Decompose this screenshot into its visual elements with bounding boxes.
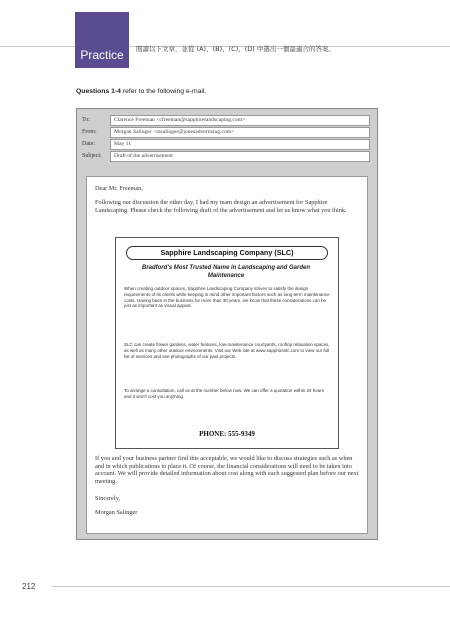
subject-value: Draft of the advertisement (110, 151, 370, 162)
advertisement-draft (115, 237, 339, 449)
ad-subtitle: Bradford's Most Trusted Name in Landscaping and Garden Maintenance (141, 265, 310, 279)
ad-title: Sapphire Landscaping Company (SLC) (126, 246, 328, 260)
question-range: Questions 1-4 (76, 88, 121, 95)
signoff: Sincerely, (95, 495, 120, 502)
ad-phone: PHONE: 555-9349 (199, 430, 255, 438)
email-to-row (82, 115, 370, 126)
signature: Morgan Salinger (95, 509, 138, 516)
subject-label: Subject: (82, 153, 102, 159)
email-date-row (82, 139, 370, 150)
ad-paragraph-2: SLC can create flower gardens, water features, low-maintenance courtyards, rooftop relaxation spaces, as well as many other outdoor environments. Visit our Web site at www.sapphireslc.com to view our full list of services and see photographs of our past projects. (124, 342, 330, 359)
to-label: To: (82, 117, 90, 123)
email-body (86, 176, 368, 534)
page-number: 212 (22, 582, 36, 591)
email-frame (76, 108, 378, 540)
ad-paragraph-3: To arrange a consultation, call us at the number below now. We can offer a quotation within 24 hours and it won't cost you anything. (124, 388, 324, 399)
closing-paragraph: If you and your business partner find this acceptable, we would like to discuss strategies such as when and in which publications to place it. Of course, the financial considerations will need to be taken into account. We will provide detailed information about cost along with each suggested plan before our next meeting. (95, 455, 359, 485)
date-value: May 11 (110, 139, 370, 150)
email-header (82, 115, 370, 163)
question-heading (76, 88, 206, 95)
greeting: Dear Mr. Freeman, (95, 185, 143, 192)
email-from-row (82, 127, 370, 138)
to-value: Clarence Freeman <cfreeman@sapphirelandscaping.com> (110, 115, 370, 126)
question-text: refer to the following e-mail. (120, 88, 207, 95)
ad-paragraph-1: When creating outdoor spaces, Sapphire Landscaping Company strives to satisfy the design requirements of its clients while keeping in mind other important factors such as long-term maintenance costs. Having been in the business for more than 30 years, we know that these considerations can be just as important as visual appeal. (124, 286, 330, 309)
bottom-rule (52, 586, 450, 587)
email-subject-row (82, 151, 370, 162)
date-label: Date: (82, 141, 95, 147)
intro-paragraph: Following our discussion the other day, I had my team design an advertisement for Sapphire Landscaping. Please check the following draft of the advertisement and let us know what you think. (95, 199, 347, 214)
practice-tab (75, 12, 129, 68)
from-value: Morgan Salinger <msalinger@jonesadvertising.com> (110, 127, 370, 138)
from-label: From: (82, 129, 97, 135)
practice-tab-label: Practice (80, 48, 124, 62)
instruction-text: 閱讀以下文章，並從 (A)、(B)、(C)、(D) 中選出一個最適合的答案。 (136, 45, 335, 53)
